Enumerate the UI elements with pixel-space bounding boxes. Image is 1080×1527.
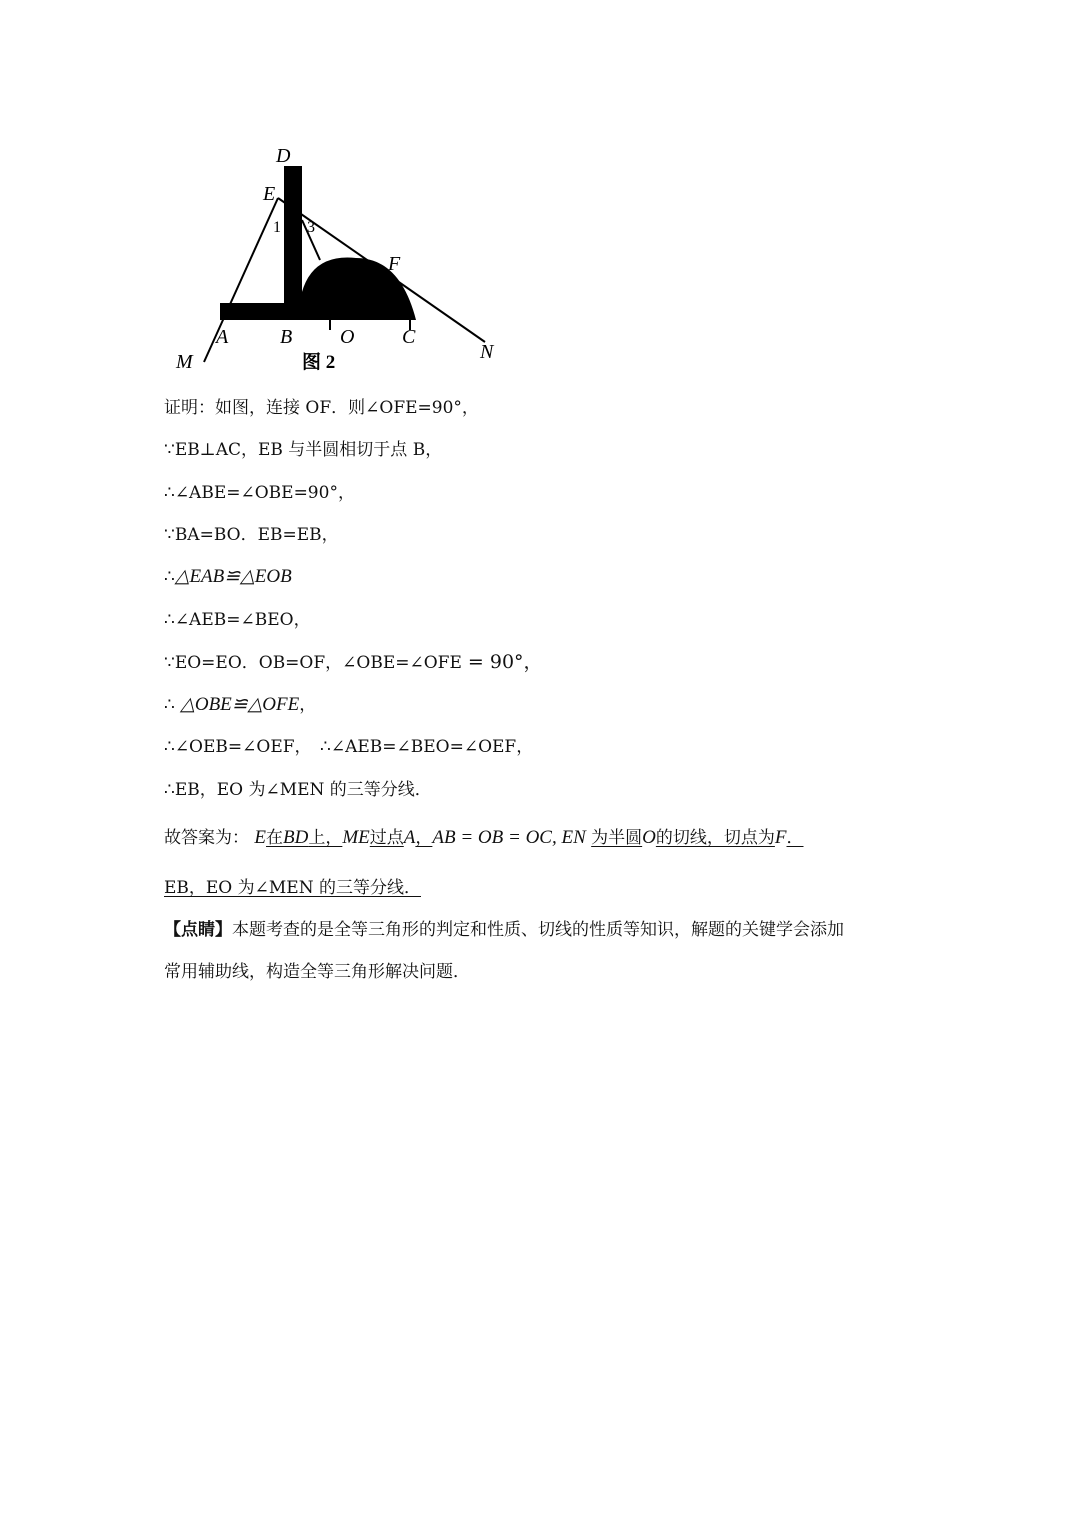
comment-line-2: 常用辅助线，构造全等三角形解决问题． (164, 962, 470, 982)
label-O: O (340, 326, 355, 348)
proof-line-9: ∴∠OEB=∠OEF， ∴∠AEB=∠BEO=∠OEF， (164, 737, 534, 757)
label-3: 3 (307, 219, 315, 236)
answer-line-2: EB，EO 为∠MEN 的三等分线． (164, 878, 421, 898)
proof-line-5 (164, 565, 292, 589)
answer-part: A (403, 827, 416, 848)
label-A: A (216, 326, 229, 348)
proof-line-3: ∴∠ABE=∠OBE=90°， (164, 483, 355, 503)
answer-prefix: 故答案为： (164, 828, 249, 848)
answer-part: 在 (266, 828, 284, 848)
answer-part: 为半圆 (591, 828, 643, 848)
proof-line-6: ∴∠AEB=∠BEO， (164, 610, 311, 630)
answer-part: 过点 (369, 828, 404, 848)
label-F: F (388, 253, 401, 275)
answer-part: O (642, 827, 656, 848)
proof-line-1: 证明：如图，连接 OF．则∠OFE=90°， (164, 398, 479, 418)
answer-part: 的切线，切点为 (655, 828, 775, 848)
proof-line-2: ∵EB⊥AC，EB 与半圆相切于点 B， (164, 440, 443, 460)
label-N: N (480, 341, 494, 363)
tool-vertical-bar (284, 166, 302, 320)
label-M: M (176, 351, 193, 373)
proof-line-8-suffix: ， (299, 695, 317, 715)
answer-part: F (774, 827, 787, 848)
comment-tag: 【点睛】 (164, 920, 232, 940)
proof-line-10: ∴EB，EO 为∠MEN 的三等分线． (164, 780, 432, 800)
answer-part: AB = OB = OC, EN (432, 827, 586, 848)
proof-line-4: ∵BA=BO．EB=EB， (164, 525, 339, 545)
comment-text-1: 本题考查的是全等三角形的判定和性质、切线的性质等知识，解题的关键学会添加 (232, 920, 844, 940)
answer-part: ME (342, 827, 370, 848)
answer-line-1 (164, 826, 804, 850)
proof-line-8-math: △OBE≌△OFE (180, 694, 300, 715)
comment-line-1 (164, 918, 844, 942)
answer-part: ． (786, 828, 804, 848)
label-D: D (276, 145, 291, 167)
proof-line-7-math: = 90°， (461, 651, 543, 673)
proof-line-7 (164, 650, 543, 675)
proof-line-5-prefix: ∴ (164, 567, 175, 587)
answer-part: BD (283, 827, 309, 848)
proof-line-8 (164, 693, 316, 717)
label-1: 1 (273, 219, 281, 236)
figure-caption: 图 2 (302, 352, 336, 373)
label-E: E (263, 183, 276, 205)
answer-part: ， (415, 828, 433, 848)
geometry-figure (160, 140, 520, 380)
answer-part: 上， (308, 828, 343, 848)
proof-line-8-prefix: ∴ (164, 695, 181, 715)
label-B: B (280, 326, 293, 348)
label-C: C (402, 326, 416, 348)
proof-line-5-math: △EAB≌△EOB (174, 566, 292, 587)
proof-line-7-text: ∵EO=EO．OB=OF，∠OBE=∠OFE (164, 653, 462, 673)
answer-part: E (254, 827, 267, 848)
